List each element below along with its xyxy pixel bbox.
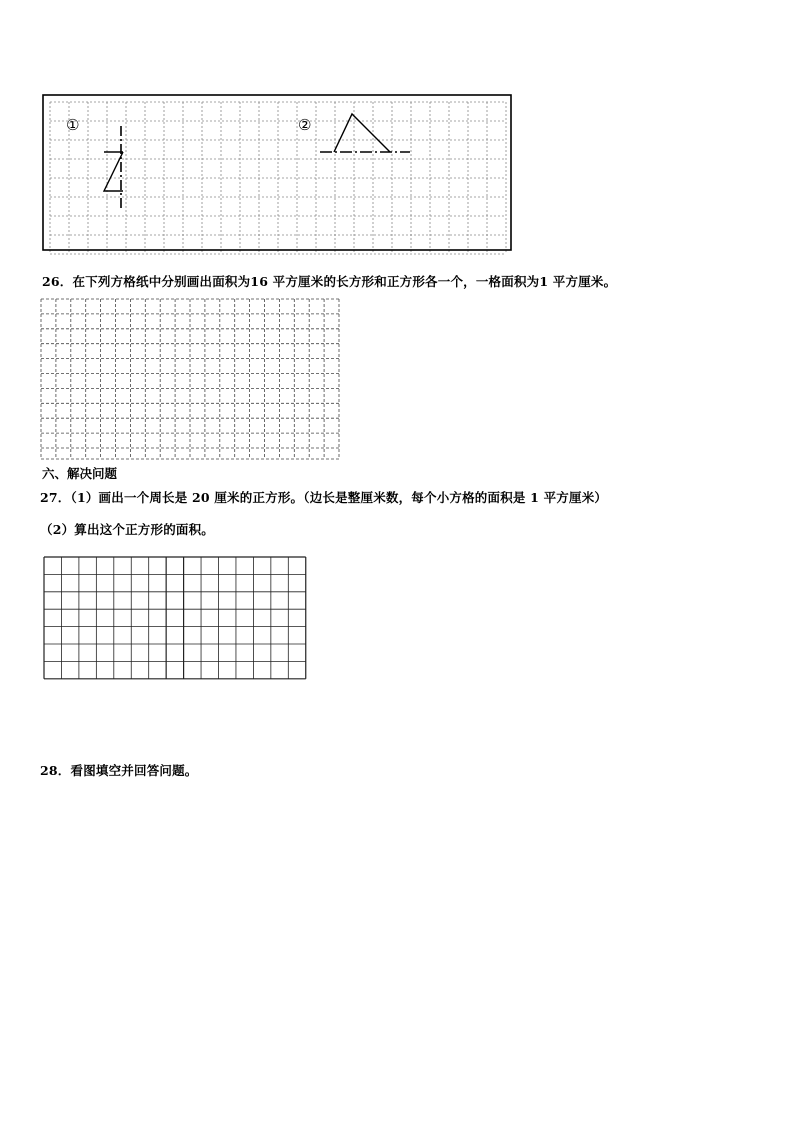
symmetry-grid bbox=[42, 94, 512, 252]
question-27-part2: （2）算出这个正方形的面积。 bbox=[40, 522, 214, 537]
section-6-title: 六、解决问题 bbox=[42, 466, 118, 481]
q27-grid-paper bbox=[43, 556, 309, 680]
question-28-number: 28． bbox=[40, 763, 71, 778]
question-28-text: 看图填空并回答问题。 bbox=[70, 763, 198, 778]
q26-grid-paper bbox=[40, 298, 340, 460]
question-28 bbox=[40, 761, 198, 779]
half-triangle-shape bbox=[334, 114, 390, 152]
question-26 bbox=[42, 272, 616, 290]
question-26-number: 26． bbox=[42, 274, 73, 289]
question-27-number: 27． bbox=[40, 490, 71, 505]
question-27 bbox=[40, 488, 607, 506]
figure-label-1: ① bbox=[66, 116, 80, 134]
question-26-text: 在下列方格纸中分别画出面积为16 平方厘米的长方形和正方形各一个，一格面积为1 平方厘米。 bbox=[72, 274, 617, 289]
symmetry-figure bbox=[42, 94, 512, 252]
question-27-part1: （1）画出一个周长是 20 厘米的正方形。（边长是整厘米数，每个小方格的面积是 1 平方厘米） bbox=[70, 490, 608, 505]
figure-label-2: ② bbox=[298, 116, 312, 134]
